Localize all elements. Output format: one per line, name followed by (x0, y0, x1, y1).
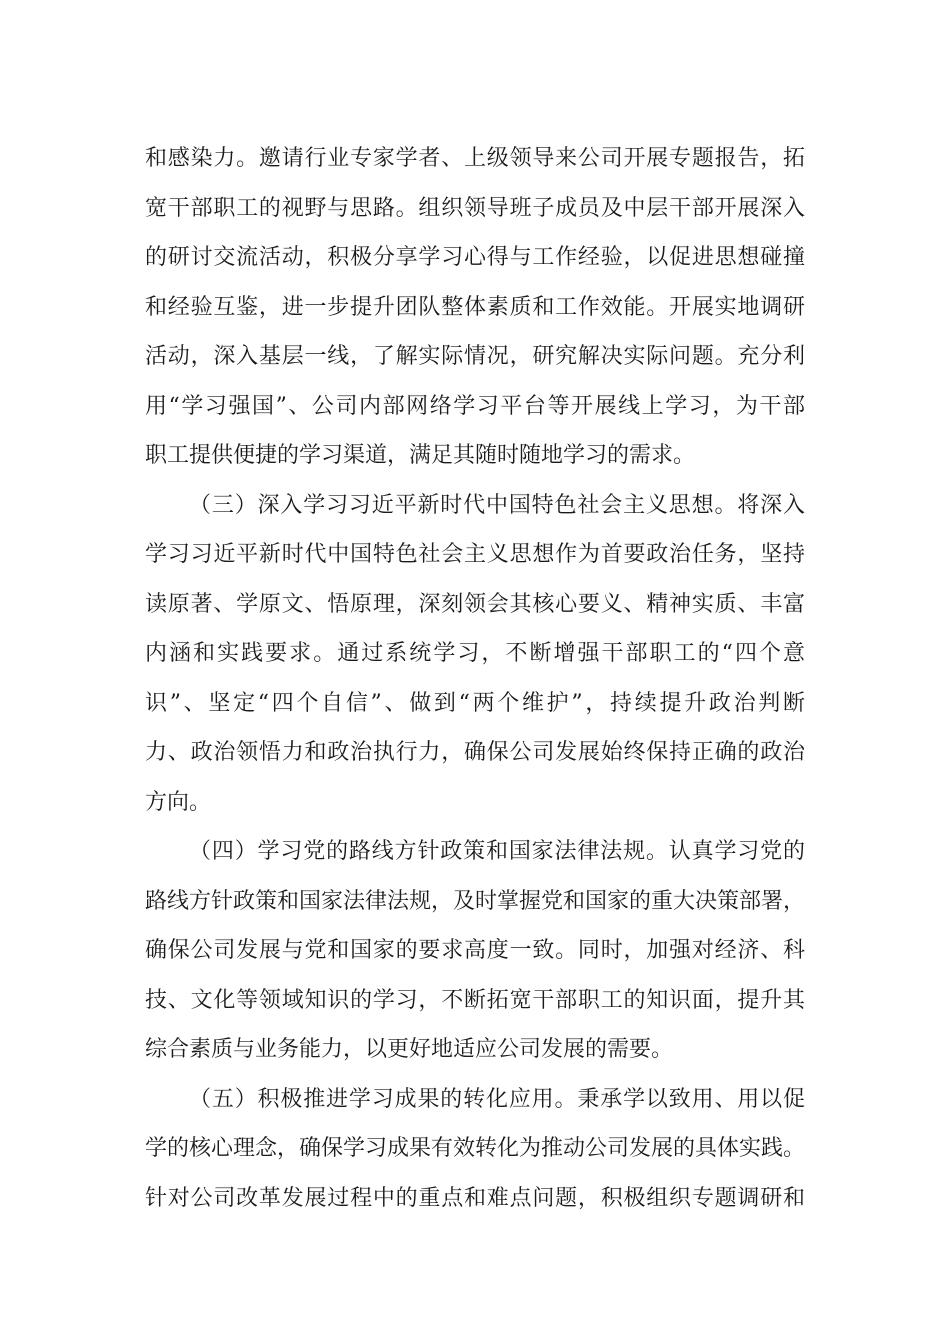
text-line: 和经验互鉴，进一步提升团队整体素质和工作效能。开展实地调研 (145, 294, 805, 320)
text-line: 学的核心理念，确保学习成果有效转化为推动公司发展的具体实践。 (145, 1136, 806, 1161)
text-line: 内涵和实践要求。通过系统学习，不断增强干部职工的“四个意 (145, 641, 805, 666)
text-line: 针对公司改革发展过程中的重点和难点问题，积极组织专题调研和 (145, 1185, 805, 1211)
text-line: 职工提供便捷的学习渠道，满足其随时随地学习的需求。 (145, 443, 696, 468)
section-heading-line: （四）学习党的路线方针政策和国家法律法规。认真学习党的 (189, 839, 805, 864)
text-line: 学习习近平新时代中国特色社会主义思想作为首要政治任务，坚持 (145, 542, 805, 567)
text-line: 用“学习强国”、公司内部网络学习平台等开展线上学习，为干部 (145, 393, 805, 419)
text-line: 技、文化等领域知识的学习，不断拓宽干部职工的知识面，提升其 (145, 987, 805, 1013)
body-text (145, 134, 805, 1223)
text-line: 活动，深入基层一线，了解实际情况，研究解决实际问题。充分利 (145, 344, 805, 369)
text-line: 确保公司发展与党和国家的要求高度一致。同时，加强对经济、科 (145, 938, 805, 963)
text-line: 的研讨交流活动，积极分享学习心得与工作经验，以促进思想碰撞 (145, 245, 805, 270)
text-line: 综合素质与业务能力，以更好地适应公司发展的需要。 (145, 1037, 674, 1062)
text-line: 路线方针政策和国家法律法规，及时掌握党和国家的重大决策部署， (145, 888, 806, 914)
text-line: 力、政治领悟力和政治执行力，确保公司发展始终保持正确的政治 (145, 740, 805, 765)
section-heading-line: （五）积极推进学习成果的转化应用。秉承学以致用、用以促 (189, 1086, 805, 1112)
text-line: 宽干部职工的视野与思路。组织领导班子成员及中层干部开展深入 (145, 195, 805, 221)
text-line: 读原著、学原文、悟原理，深刻领会其核心要义、精神实质、丰富 (145, 591, 805, 617)
text-line: 识”、坚定“四个自信”、做到“两个维护”，持续提升政治判断 (145, 690, 805, 716)
text-line: 和感染力。邀请行业专家学者、上级领导来公司开展专题报告，拓 (145, 146, 805, 171)
section-heading-line: （三）深入学习习近平新时代中国特色社会主义思想。将深入 (189, 492, 805, 518)
text-line: 方向。 (145, 789, 212, 815)
